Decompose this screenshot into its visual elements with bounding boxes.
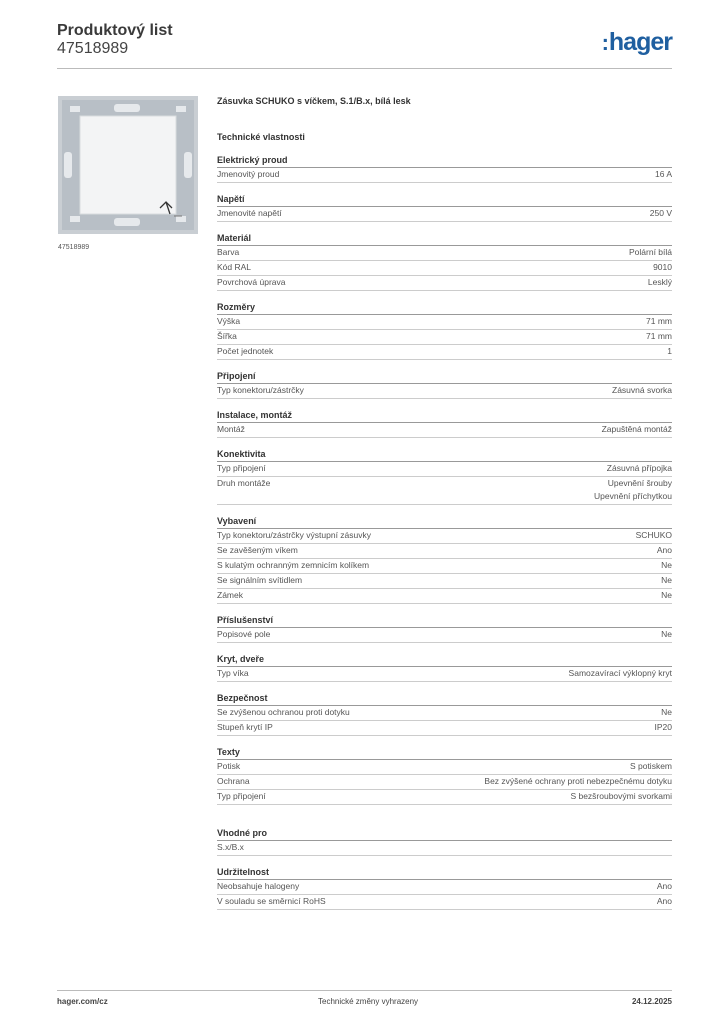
logo-text: hager: [608, 28, 672, 56]
spec-label: V souladu se směrnicí RoHS: [217, 896, 326, 906]
spec-row: [217, 477, 672, 505]
group-heading: Kryt, dveře: [217, 653, 672, 667]
spec-groups: [217, 154, 672, 910]
spec-label: Popisové pole: [217, 629, 271, 639]
spec-label: Povrchová úprava: [217, 277, 286, 287]
spec-label: Jmenovitý proud: [217, 169, 280, 179]
spec-group: [217, 301, 672, 360]
image-caption: 47518989: [58, 244, 90, 251]
spec-label: Šířka: [217, 331, 237, 341]
group-heading: Elektrický proud: [217, 154, 672, 168]
spec-row: [217, 168, 672, 183]
spec-label: Potisk: [217, 761, 241, 771]
spec-label: Výška: [217, 316, 241, 326]
spec-group: [217, 154, 672, 183]
spec-value: 9010: [653, 262, 672, 272]
spec-label: Se zvýšenou ochranou proti dotyku: [217, 707, 350, 717]
header: [57, 22, 672, 68]
spec-value: Ne: [661, 629, 672, 639]
spec-row: [217, 276, 672, 291]
spec-value: Zásuvná přípojka: [606, 463, 672, 473]
spec-label: S.x/B.x: [217, 842, 244, 852]
spec-row: [217, 345, 672, 360]
spec-row: [217, 462, 672, 477]
page-title: Produktový list: [57, 22, 173, 39]
spec-row: [217, 775, 672, 790]
spec-row: [217, 330, 672, 345]
spec-label: Zámek: [217, 590, 243, 600]
spec-group: [217, 692, 672, 736]
product-number: 47518989: [57, 40, 129, 57]
group-heading: Instalace, montáž: [217, 409, 672, 423]
spec-label: Typ konektoru/zástrčky: [217, 385, 304, 395]
spec-row: [217, 315, 672, 330]
spec-label: Typ konektoru/zástrčky výstupní zásuvky: [217, 530, 372, 540]
spec-value: SCHUKO: [635, 530, 672, 540]
spec-value: Polární bílá: [629, 247, 672, 257]
spec-row: [217, 207, 672, 222]
spec-value: 71 mm: [646, 316, 672, 326]
hager-logo: :hager: [601, 28, 672, 56]
spec-value: Ne: [661, 560, 672, 570]
spec-group: [217, 653, 672, 682]
product-image: [58, 96, 198, 234]
spec-row: [217, 790, 672, 805]
bottom-divider: [57, 990, 672, 991]
spec-value: Ne: [661, 590, 672, 600]
spec-content: [217, 94, 672, 910]
spec-row: [217, 589, 672, 604]
spec-group: [217, 448, 672, 505]
tech-heading: Technické vlastnosti: [217, 132, 305, 142]
group-heading: Texty: [217, 746, 672, 760]
spec-row: [217, 544, 672, 559]
spec-label: Kód RAL: [217, 262, 252, 272]
spec-label: Druh montáže: [217, 478, 271, 488]
spec-label: Počet jednotek: [217, 346, 274, 356]
spec-value: Samozavírací výklopný kryt: [568, 668, 672, 678]
group-heading: Rozměry: [217, 301, 672, 315]
spec-label: Stupeň krytí IP: [217, 722, 273, 732]
spec-group: [217, 614, 672, 643]
group-heading: Napětí: [217, 193, 672, 207]
spec-value: 1: [667, 346, 672, 356]
spec-value: Zásuvná svorka: [612, 385, 672, 395]
footer-date: 24.12.2025: [631, 997, 672, 1006]
spec-label: Jmenovité napětí: [217, 208, 282, 218]
spec-label: Barva: [217, 247, 240, 257]
spec-value: S bezšroubovými svorkami: [570, 791, 672, 801]
spec-value: Lesklý: [647, 277, 672, 287]
spec-row: [217, 529, 672, 544]
spec-value: Ne: [661, 575, 672, 585]
spec-row: [217, 706, 672, 721]
spec-row: [217, 423, 672, 438]
spec-row: [217, 384, 672, 399]
spec-value: Ne: [661, 707, 672, 717]
spec-value: 71 mm: [646, 331, 672, 341]
spec-row: [217, 721, 672, 736]
spec-label: Montáž: [217, 424, 245, 434]
spec-row: [217, 261, 672, 276]
spec-label: Typ víka: [217, 668, 249, 678]
spec-value: Zapuštěná montáž: [601, 424, 672, 434]
product-title: Zásuvka SCHUKO s víčkem, S.1/B.x, bílá lesk: [217, 96, 411, 106]
spec-group: [217, 866, 672, 910]
spec-label: Typ připojení: [217, 463, 266, 473]
spec-value: S potiskem: [629, 761, 672, 771]
spec-row: [217, 559, 672, 574]
group-heading: Vybavení: [217, 515, 672, 529]
spec-label: Se zavěšeným víkem: [217, 545, 298, 555]
spec-value: IP20: [654, 722, 672, 732]
spec-group: [217, 232, 672, 291]
spec-value: Ano: [656, 896, 672, 906]
group-heading: Vhodné pro: [217, 827, 672, 841]
spec-row: [217, 574, 672, 589]
spec-label: Se signálním svítidlem: [217, 575, 303, 585]
spec-row: [217, 760, 672, 775]
spec-row: [217, 895, 672, 910]
spec-value: 16 A: [654, 169, 672, 179]
spec-row: [217, 246, 672, 261]
spec-row: [217, 628, 672, 643]
spec-value: Ano: [656, 545, 672, 555]
group-heading: Příslušenství: [217, 614, 672, 628]
spec-label: Ochrana: [217, 776, 250, 786]
spec-row: [217, 667, 672, 682]
group-heading: Bezpečnost: [217, 692, 672, 706]
spec-value: 250 V: [649, 208, 672, 218]
spec-value: Ano: [656, 881, 672, 891]
spec-group: [217, 409, 672, 438]
group-heading: Konektivita: [217, 448, 672, 462]
spec-group: [217, 370, 672, 399]
group-heading: Připojení: [217, 370, 672, 384]
footer-disclaimer: Technické změny vyhrazeny: [318, 997, 419, 1006]
spec-label: S kulatým ochranným zemnicím kolíkem: [217, 560, 370, 570]
spec-value: Bez zvýšené ochrany proti nebezpečnému dotyku: [484, 776, 672, 786]
top-divider: [57, 68, 672, 69]
spec-group: [217, 193, 672, 222]
spec-group: [217, 515, 672, 604]
spec-value: Upevnění šrouby Upevnění příchytkou: [594, 478, 672, 501]
spec-group: [217, 827, 672, 856]
group-heading: Udržitelnost: [217, 866, 672, 880]
group-heading: Materiál: [217, 232, 672, 246]
spec-row: [217, 880, 672, 895]
spec-group: [217, 746, 672, 805]
spec-label: Typ připojení: [217, 791, 266, 801]
spec-label: Neobsahuje halogeny: [217, 881, 300, 891]
footer-website[interactable]: hager.com/cz: [57, 997, 108, 1006]
spec-row: [217, 841, 672, 856]
